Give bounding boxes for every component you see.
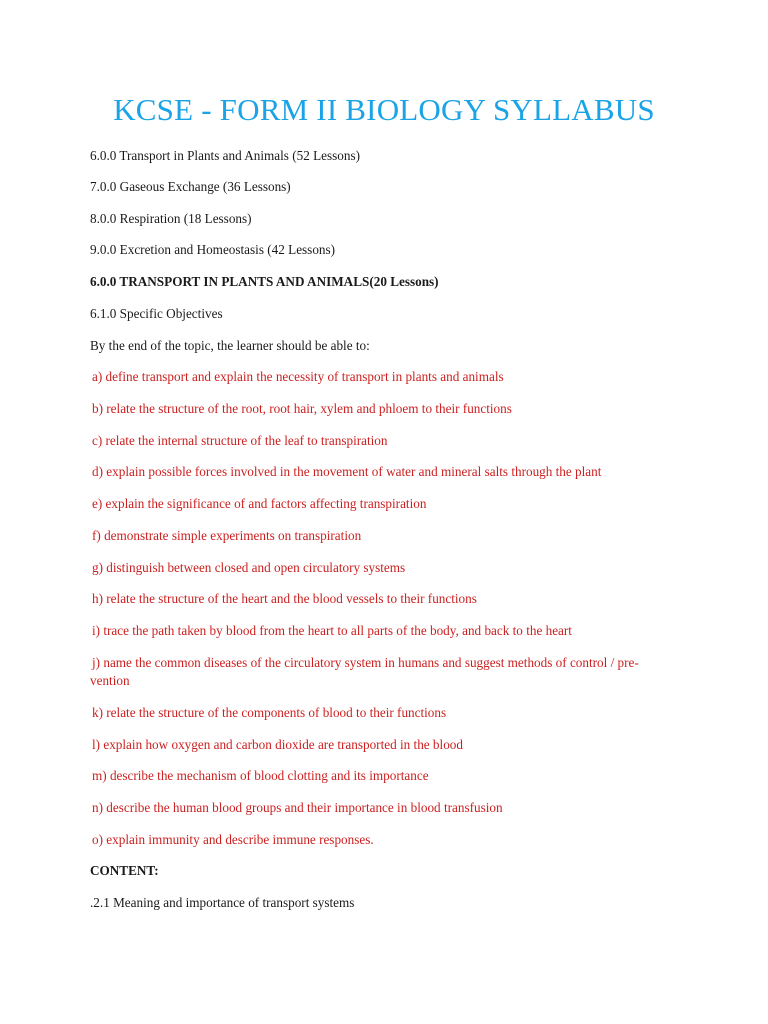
objective-item: b) relate the structure of the root, root hair, xylem and phloem to their functions bbox=[92, 401, 512, 416]
unit-item: 9.0.0 Excretion and Homeostasis (42 Lessons) bbox=[90, 242, 336, 257]
objective-item: d) explain possible forces involved in the movement of water and mineral salts through the plant bbox=[92, 464, 602, 479]
objective-item: a) define transport and explain the necessity of transport in plants and animals bbox=[92, 369, 504, 384]
unit-item: 8.0.0 Respiration (18 Lessons) bbox=[90, 211, 252, 226]
objective-item: c) relate the internal structure of the leaf to transpiration bbox=[92, 433, 388, 448]
objective-item: h) relate the structure of the heart and the blood vessels to their functions bbox=[92, 591, 477, 606]
content-item: .2.1 Meaning and importance of transport systems bbox=[90, 895, 355, 910]
objective-item: o) explain immunity and describe immune responses. bbox=[92, 832, 374, 847]
content-heading: CONTENT: bbox=[90, 863, 159, 878]
unit-item: 7.0.0 Gaseous Exchange (36 Lessons) bbox=[90, 179, 291, 194]
objective-item: m) describe the mechanism of blood clotting and its importance bbox=[92, 768, 429, 783]
section-heading: 6.0.0 TRANSPORT IN PLANTS AND ANIMALS(20 Lessons) bbox=[90, 274, 439, 289]
objective-item: i) trace the path taken by blood from the heart to all parts of the body, and back to the heart bbox=[92, 623, 572, 638]
objective-item: l) explain how oxygen and carbon dioxide are transported in the blood bbox=[92, 737, 463, 752]
objective-item: k) relate the structure of the components of blood to their functions bbox=[92, 705, 447, 720]
intro-text: By the end of the topic, the learner should be able to: bbox=[90, 338, 370, 353]
subsection-heading: 6.1.0 Specific Objectives bbox=[90, 306, 223, 321]
objective-item: j) name the common diseases of the circulatory system in humans and suggest methods of control / pre-vention bbox=[90, 655, 639, 688]
objective-item: n) describe the human blood groups and their importance in blood transfusion bbox=[92, 800, 503, 815]
unit-item: 6.0.0 Transport in Plants and Animals (52 Lessons) bbox=[90, 148, 360, 163]
objective-item: g) distinguish between closed and open circulatory systems bbox=[92, 560, 406, 575]
objective-item: f) demonstrate simple experiments on transpiration bbox=[92, 528, 362, 543]
page-title: KCSE - FORM II BIOLOGY SYLLABUS bbox=[113, 92, 655, 127]
objective-item: e) explain the significance of and factors affecting transpiration bbox=[92, 496, 427, 511]
